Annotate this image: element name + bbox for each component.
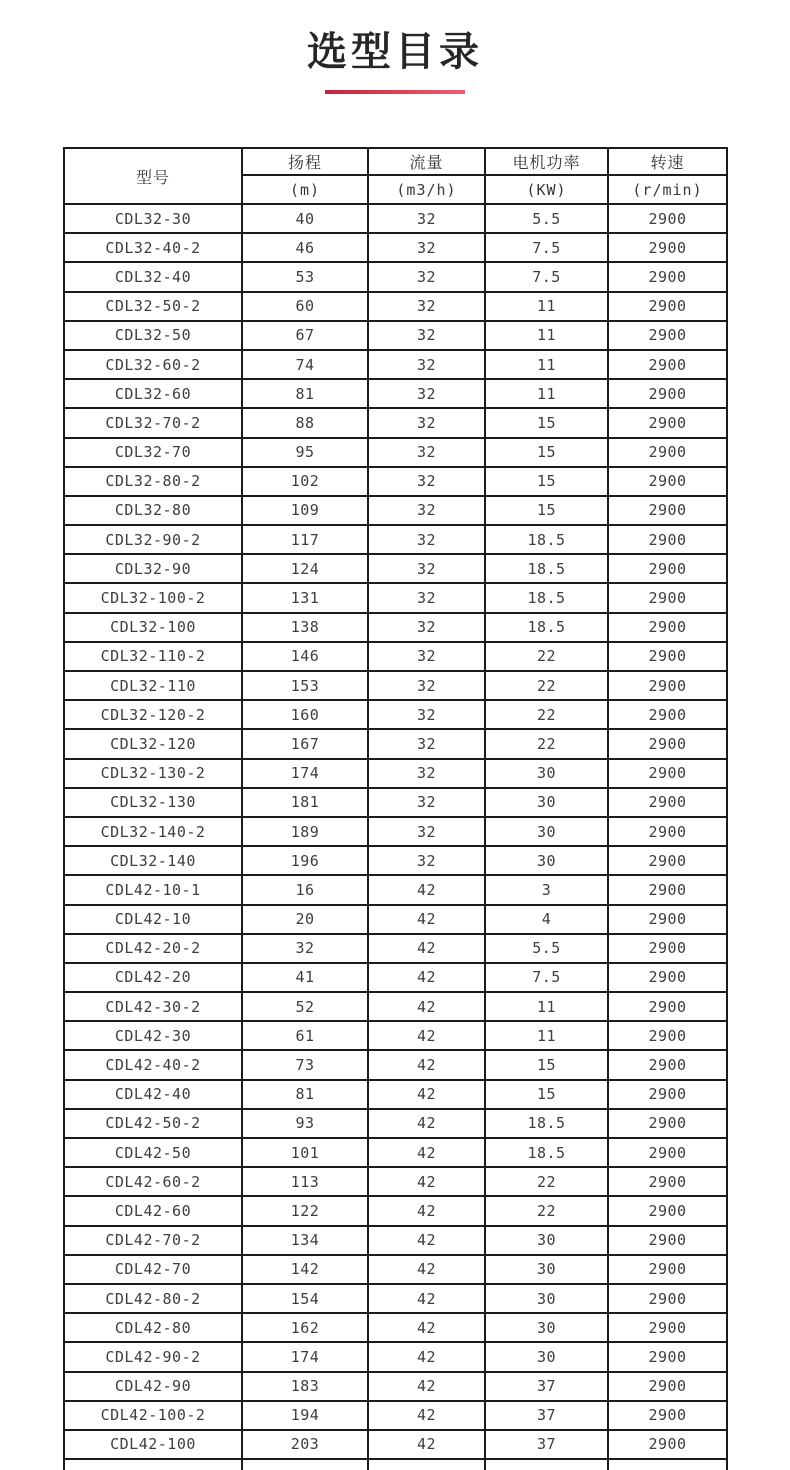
speed-cell: 2900 — [608, 350, 727, 379]
speed-cell: 2900 — [608, 1313, 727, 1342]
power-cell: 11 — [485, 379, 608, 408]
title-block — [0, 0, 790, 94]
flow-cell: 32 — [368, 350, 485, 379]
flow-cell: 32 — [368, 583, 485, 612]
power-cell: 30 — [485, 1255, 608, 1284]
model-cell: CDL42-70-2 — [64, 1226, 242, 1255]
power-cell: 30 — [485, 1226, 608, 1255]
model-cell: CDL32-50 — [64, 321, 242, 350]
speed-cell: 2900 — [608, 1109, 727, 1138]
model-cell: CDL32-100-2 — [64, 583, 242, 612]
flow-cell: 42 — [368, 1226, 485, 1255]
head-cell: 183 — [242, 1372, 368, 1401]
model-cell: CDL42-80-2 — [64, 1284, 242, 1313]
power-cell: 30 — [485, 1284, 608, 1313]
table-row — [64, 875, 727, 904]
speed-cell: 2900 — [608, 1080, 727, 1109]
model-cell: CDL42-20 — [64, 963, 242, 992]
head-cell: 146 — [242, 642, 368, 671]
power-cell: 15 — [485, 408, 608, 437]
speed-cell: 2900 — [608, 846, 727, 875]
head-cell: 134 — [242, 1226, 368, 1255]
flow-cell: 42 — [368, 1255, 485, 1284]
flow-cell: 32 — [368, 233, 485, 262]
head-cell: 101 — [242, 1138, 368, 1167]
flow-cell: 42 — [368, 1080, 485, 1109]
speed-cell: 2900 — [608, 1196, 727, 1225]
flow-cell: 32 — [368, 759, 485, 788]
head-cell: 40 — [242, 204, 368, 233]
table-row — [64, 642, 727, 671]
table-row — [64, 1284, 727, 1313]
power-cell: 37 — [485, 1401, 608, 1430]
speed-cell: 2900 — [608, 1401, 727, 1430]
flow-cell: 32 — [368, 613, 485, 642]
model-cell: CDL42-70 — [64, 1255, 242, 1284]
speed-cell: 2900 — [608, 1226, 727, 1255]
flow-cell: 32 — [368, 700, 485, 729]
col-unit-flow: (m3/h) — [368, 175, 485, 204]
model-cell — [64, 1459, 242, 1470]
power-cell: 30 — [485, 1313, 608, 1342]
head-cell: 20 — [242, 905, 368, 934]
head-cell: 122 — [242, 1196, 368, 1225]
flow-cell: 32 — [368, 408, 485, 437]
model-cell: CDL32-130 — [64, 788, 242, 817]
speed-cell: 2900 — [608, 759, 727, 788]
head-cell: 73 — [242, 1050, 368, 1079]
page-title: 选型目录 — [307, 30, 483, 74]
model-cell: CDL32-140-2 — [64, 817, 242, 846]
table-row — [64, 1372, 727, 1401]
speed-cell: 2900 — [608, 467, 727, 496]
head-cell: 32 — [242, 934, 368, 963]
flow-cell: 32 — [368, 204, 485, 233]
speed-cell: 2900 — [608, 875, 727, 904]
power-cell: 30 — [485, 788, 608, 817]
speed-cell: 2900 — [608, 1021, 727, 1050]
power-cell: 7.5 — [485, 963, 608, 992]
flow-cell: 42 — [368, 1138, 485, 1167]
table-row — [64, 408, 727, 437]
selection-table — [63, 147, 728, 1470]
speed-cell: 2900 — [608, 292, 727, 321]
head-cell — [242, 1459, 368, 1470]
speed-cell: 2900 — [608, 1255, 727, 1284]
model-cell: CDL32-90 — [64, 554, 242, 583]
head-cell: 60 — [242, 292, 368, 321]
speed-cell: 2900 — [608, 233, 727, 262]
table-row — [64, 1401, 727, 1430]
power-cell: 22 — [485, 729, 608, 758]
model-cell: CDL32-70-2 — [64, 408, 242, 437]
speed-cell: 2900 — [608, 204, 727, 233]
speed-cell: 2900 — [608, 1167, 727, 1196]
model-cell: CDL42-100-2 — [64, 1401, 242, 1430]
model-cell: CDL42-50-2 — [64, 1109, 242, 1138]
header-label-row — [64, 148, 727, 175]
speed-cell: 2900 — [608, 262, 727, 291]
speed-cell: 2900 — [608, 379, 727, 408]
speed-cell: 2900 — [608, 788, 727, 817]
model-cell: CDL32-70 — [64, 438, 242, 467]
speed-cell: 2900 — [608, 438, 727, 467]
flow-cell: 42 — [368, 905, 485, 934]
model-cell: CDL42-90-2 — [64, 1342, 242, 1371]
model-cell: CDL32-120 — [64, 729, 242, 758]
power-cell: 22 — [485, 671, 608, 700]
table-row — [64, 438, 727, 467]
col-header-model: 型号 — [64, 148, 242, 204]
speed-cell: 2900 — [608, 1138, 727, 1167]
table-row — [64, 759, 727, 788]
table-row — [64, 350, 727, 379]
power-cell: 15 — [485, 1080, 608, 1109]
col-header-power: 电机功率 — [485, 148, 608, 175]
head-cell: 138 — [242, 613, 368, 642]
power-cell: 30 — [485, 817, 608, 846]
table-row — [64, 729, 727, 758]
power-cell: 30 — [485, 846, 608, 875]
speed-cell: 2900 — [608, 1342, 727, 1371]
flow-cell: 42 — [368, 1284, 485, 1313]
power-cell — [485, 1459, 608, 1470]
speed-cell: 2900 — [608, 1372, 727, 1401]
speed-cell: 2900 — [608, 408, 727, 437]
power-cell: 11 — [485, 992, 608, 1021]
table-row — [64, 1138, 727, 1167]
flow-cell: 42 — [368, 1109, 485, 1138]
flow-cell: 32 — [368, 554, 485, 583]
head-cell: 124 — [242, 554, 368, 583]
model-cell: CDL42-10-1 — [64, 875, 242, 904]
model-cell: CDL32-120-2 — [64, 700, 242, 729]
power-cell: 15 — [485, 467, 608, 496]
speed-cell: 2900 — [608, 729, 727, 758]
table-row — [64, 817, 727, 846]
flow-cell: 42 — [368, 1372, 485, 1401]
table-row — [64, 204, 727, 233]
table-row — [64, 934, 727, 963]
head-cell: 93 — [242, 1109, 368, 1138]
flow-cell: 42 — [368, 934, 485, 963]
head-cell: 194 — [242, 1401, 368, 1430]
table-row — [64, 846, 727, 875]
power-cell: 5.5 — [485, 204, 608, 233]
flow-cell: 32 — [368, 642, 485, 671]
flow-cell: 32 — [368, 262, 485, 291]
flow-cell: 32 — [368, 438, 485, 467]
table-row — [64, 233, 727, 262]
speed-cell: 2900 — [608, 583, 727, 612]
flow-cell: 42 — [368, 992, 485, 1021]
speed-cell: 2900 — [608, 817, 727, 846]
table-row — [64, 1430, 727, 1459]
head-cell: 153 — [242, 671, 368, 700]
model-cell: CDL32-110-2 — [64, 642, 242, 671]
power-cell: 4 — [485, 905, 608, 934]
head-cell: 52 — [242, 992, 368, 1021]
speed-cell: 2900 — [608, 554, 727, 583]
table-row — [64, 905, 727, 934]
flow-cell: 32 — [368, 321, 485, 350]
table-body — [64, 204, 727, 1470]
col-header-head: 扬程 — [242, 148, 368, 175]
flow-cell: 32 — [368, 292, 485, 321]
head-cell: 95 — [242, 438, 368, 467]
flow-cell: 42 — [368, 1050, 485, 1079]
model-cell: CDL32-40 — [64, 262, 242, 291]
flow-cell: 42 — [368, 1313, 485, 1342]
model-cell: CDL42-20-2 — [64, 934, 242, 963]
table-row — [64, 321, 727, 350]
table-row — [64, 292, 727, 321]
head-cell: 74 — [242, 350, 368, 379]
head-cell: 88 — [242, 408, 368, 437]
model-cell: CDL42-100 — [64, 1430, 242, 1459]
power-cell: 11 — [485, 1021, 608, 1050]
head-cell: 181 — [242, 788, 368, 817]
table-row — [64, 1196, 727, 1225]
speed-cell: 2900 — [608, 963, 727, 992]
power-cell: 18.5 — [485, 1109, 608, 1138]
head-cell: 203 — [242, 1430, 368, 1459]
table-row — [64, 1255, 727, 1284]
head-cell: 46 — [242, 233, 368, 262]
speed-cell: 2900 — [608, 613, 727, 642]
power-cell: 22 — [485, 1196, 608, 1225]
power-cell: 7.5 — [485, 233, 608, 262]
model-cell: CDL32-40-2 — [64, 233, 242, 262]
table-row — [64, 379, 727, 408]
speed-cell: 2900 — [608, 642, 727, 671]
power-cell: 18.5 — [485, 583, 608, 612]
power-cell: 7.5 — [485, 262, 608, 291]
table-row — [64, 963, 727, 992]
table-row — [64, 583, 727, 612]
flow-cell: 42 — [368, 1430, 485, 1459]
table-row — [64, 1050, 727, 1079]
flow-cell: 32 — [368, 525, 485, 554]
model-cell: CDL42-90 — [64, 1372, 242, 1401]
power-cell: 18.5 — [485, 554, 608, 583]
model-cell: CDL42-30 — [64, 1021, 242, 1050]
power-cell: 30 — [485, 759, 608, 788]
speed-cell: 2900 — [608, 671, 727, 700]
flow-cell: 42 — [368, 1196, 485, 1225]
table-row — [64, 992, 727, 1021]
speed-cell: 2900 — [608, 496, 727, 525]
head-cell: 196 — [242, 846, 368, 875]
model-cell: CDL32-30 — [64, 204, 242, 233]
flow-cell: 32 — [368, 671, 485, 700]
power-cell: 15 — [485, 438, 608, 467]
power-cell: 3 — [485, 875, 608, 904]
col-unit-head: (m) — [242, 175, 368, 204]
flow-cell: 42 — [368, 963, 485, 992]
head-cell: 53 — [242, 262, 368, 291]
table-row — [64, 613, 727, 642]
model-cell: CDL32-110 — [64, 671, 242, 700]
table-row — [64, 467, 727, 496]
head-cell: 174 — [242, 1342, 368, 1371]
table-row — [64, 1342, 727, 1371]
model-cell: CDL42-10 — [64, 905, 242, 934]
model-cell: CDL32-60-2 — [64, 350, 242, 379]
speed-cell: 2900 — [608, 992, 727, 1021]
power-cell: 11 — [485, 292, 608, 321]
table-row — [64, 496, 727, 525]
head-cell: 61 — [242, 1021, 368, 1050]
power-cell: 30 — [485, 1342, 608, 1371]
table-row-partial — [64, 1459, 727, 1470]
power-cell: 18.5 — [485, 525, 608, 554]
flow-cell: 42 — [368, 1401, 485, 1430]
speed-cell: 2900 — [608, 1284, 727, 1313]
model-cell: CDL32-130-2 — [64, 759, 242, 788]
speed-cell: 2900 — [608, 525, 727, 554]
col-unit-speed: (r/min) — [608, 175, 727, 204]
power-cell: 11 — [485, 350, 608, 379]
model-cell: CDL42-60-2 — [64, 1167, 242, 1196]
speed-cell: 2900 — [608, 321, 727, 350]
head-cell: 142 — [242, 1255, 368, 1284]
speed-cell: 2900 — [608, 905, 727, 934]
flow-cell: 32 — [368, 467, 485, 496]
head-cell: 81 — [242, 1080, 368, 1109]
head-cell: 67 — [242, 321, 368, 350]
model-cell: CDL32-80 — [64, 496, 242, 525]
table-row — [64, 700, 727, 729]
speed-cell: 2900 — [608, 1050, 727, 1079]
model-cell: CDL32-90-2 — [64, 525, 242, 554]
flow-cell: 42 — [368, 875, 485, 904]
power-cell: 18.5 — [485, 1138, 608, 1167]
title-underline — [325, 90, 465, 94]
model-cell: CDL32-140 — [64, 846, 242, 875]
model-cell: CDL42-60 — [64, 1196, 242, 1225]
head-cell: 154 — [242, 1284, 368, 1313]
flow-cell: 42 — [368, 1167, 485, 1196]
table-row — [64, 1226, 727, 1255]
flow-cell: 32 — [368, 729, 485, 758]
power-cell: 22 — [485, 1167, 608, 1196]
head-cell: 41 — [242, 963, 368, 992]
table-row — [64, 1080, 727, 1109]
power-cell: 22 — [485, 642, 608, 671]
speed-cell: 2900 — [608, 934, 727, 963]
head-cell: 160 — [242, 700, 368, 729]
speed-cell: 2900 — [608, 700, 727, 729]
model-cell: CDL42-40 — [64, 1080, 242, 1109]
model-cell: CDL32-80-2 — [64, 467, 242, 496]
head-cell: 81 — [242, 379, 368, 408]
model-cell: CDL32-60 — [64, 379, 242, 408]
head-cell: 113 — [242, 1167, 368, 1196]
table-row — [64, 1109, 727, 1138]
col-unit-power: (KW) — [485, 175, 608, 204]
power-cell: 15 — [485, 496, 608, 525]
model-cell: CDL42-50 — [64, 1138, 242, 1167]
head-cell: 16 — [242, 875, 368, 904]
speed-cell: 2900 — [608, 1430, 727, 1459]
head-cell: 117 — [242, 525, 368, 554]
head-cell: 109 — [242, 496, 368, 525]
flow-cell: 32 — [368, 788, 485, 817]
power-cell: 37 — [485, 1430, 608, 1459]
table-header — [64, 148, 727, 204]
table-row — [64, 1021, 727, 1050]
table-row — [64, 262, 727, 291]
speed-cell — [608, 1459, 727, 1470]
head-cell: 131 — [242, 583, 368, 612]
table-row — [64, 788, 727, 817]
flow-cell: 32 — [368, 846, 485, 875]
col-header-flow: 流量 — [368, 148, 485, 175]
flow-cell: 42 — [368, 1021, 485, 1050]
power-cell: 11 — [485, 321, 608, 350]
power-cell: 22 — [485, 700, 608, 729]
power-cell: 37 — [485, 1372, 608, 1401]
flow-cell — [368, 1459, 485, 1470]
table-row — [64, 1167, 727, 1196]
table-row — [64, 671, 727, 700]
power-cell: 15 — [485, 1050, 608, 1079]
flow-cell: 32 — [368, 379, 485, 408]
col-header-speed: 转速 — [608, 148, 727, 175]
power-cell: 18.5 — [485, 613, 608, 642]
table-row — [64, 554, 727, 583]
model-cell: CDL42-80 — [64, 1313, 242, 1342]
flow-cell: 32 — [368, 817, 485, 846]
head-cell: 167 — [242, 729, 368, 758]
head-cell: 162 — [242, 1313, 368, 1342]
flow-cell: 42 — [368, 1342, 485, 1371]
power-cell: 5.5 — [485, 934, 608, 963]
table-row — [64, 525, 727, 554]
head-cell: 174 — [242, 759, 368, 788]
model-cell: CDL42-40-2 — [64, 1050, 242, 1079]
model-cell: CDL32-50-2 — [64, 292, 242, 321]
model-cell: CDL32-100 — [64, 613, 242, 642]
flow-cell: 32 — [368, 496, 485, 525]
head-cell: 189 — [242, 817, 368, 846]
head-cell: 102 — [242, 467, 368, 496]
table-row — [64, 1313, 727, 1342]
model-cell: CDL42-30-2 — [64, 992, 242, 1021]
